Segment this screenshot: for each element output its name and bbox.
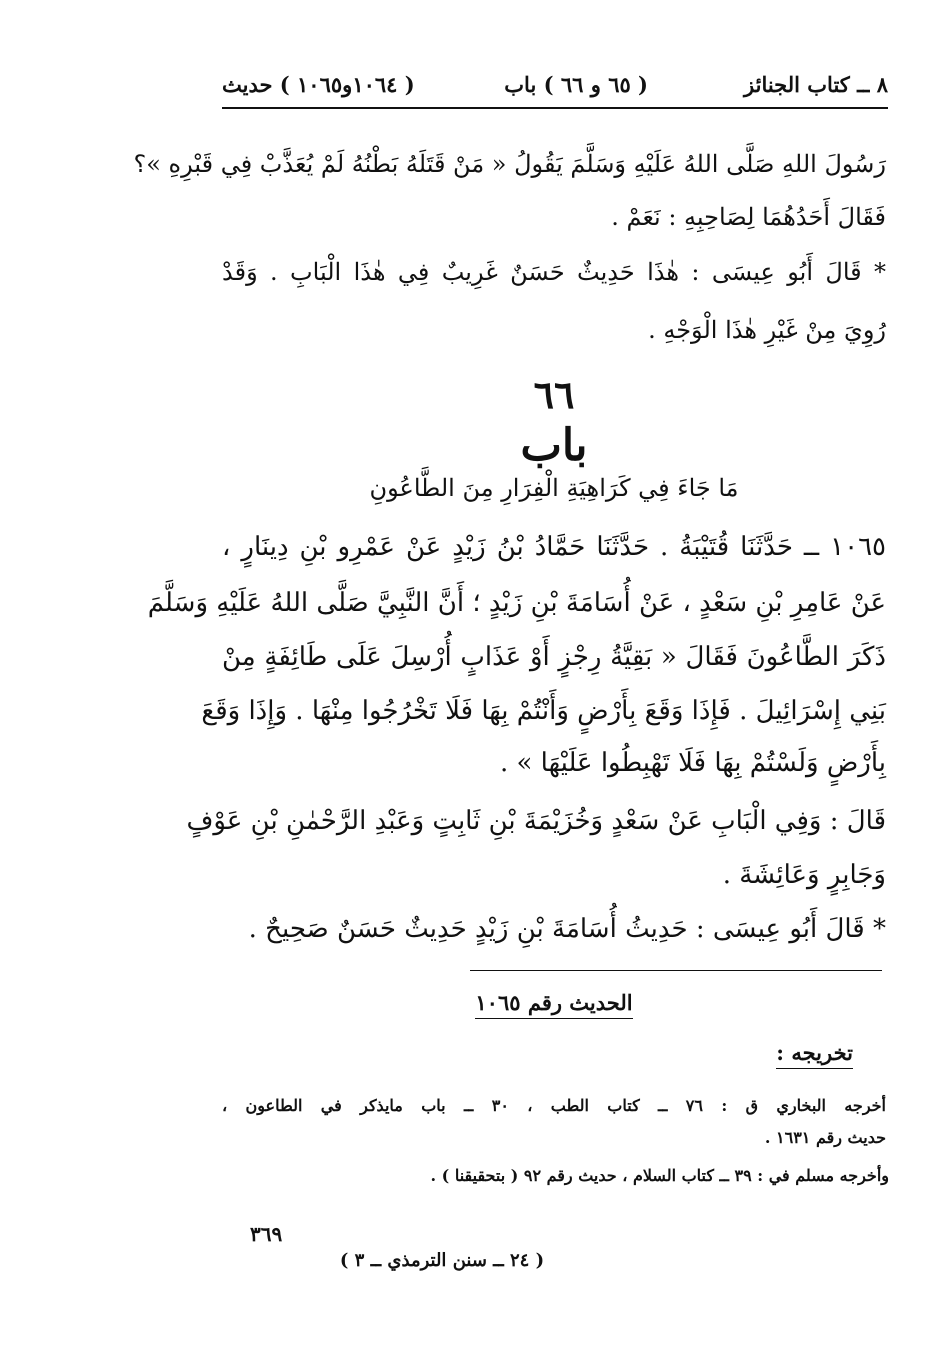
- hadith-line: بَنِي إِسْرَائِيلَ . فَإِذَا وَقَعَ بِأَرْضٍ وَأَنْتُمْ بِهَا فَلَا تَخْرُجُوا مِنْهَا . وَإِذَا وَقَعَ: [201, 696, 886, 726]
- footnote-divider: [470, 970, 882, 971]
- hadith-line: عَنْ عَامِرِ بْنِ سَعْدٍ ، عَنْ أُسَامَةَ بْنِ زَيْدٍ ؛ أَنَّ النَّبِيَّ صَلَّى اللهُ عَلَيْهِ وَسَلَّمَ: [147, 588, 886, 618]
- header-book-title: ٨ ــ كتاب الجنائز: [744, 72, 888, 97]
- header-chapter-ref: ( ٦٥ و ٦٦ ) باب: [504, 72, 648, 97]
- header-hadith-ref: ( ١٠٦٤و١٠٦٥ ) حديث: [222, 72, 415, 97]
- footnote-line: وأخرجه مسلم في : ٣٩ ــ كتاب السلام ، حديث رقم ٩٢ ( بتحقيقنا ) .: [430, 1166, 889, 1185]
- takhrij-label: تخريجه :: [776, 1040, 853, 1069]
- grading-line: * قَالَ أَبُو عِيسَى : حَدِيثُ أُسَامَةَ بْنِ زَيْدٍ حَدِيثٌ حَسَنٌ صَحِيحٌ .: [248, 914, 886, 944]
- text-line: رَسُولَ اللهِ صَلَّى اللهُ عَلَيْهِ وَسَلَّمَ يَقُولُ « مَنْ قَتَلَهُ بَطْنُهُ لَمْ يُعَذَّبْ فِي قَبْرِهِ »؟: [133, 150, 886, 178]
- hadith-line: ١٠٦٥ ــ حَدَّثَنَا قُتَيْبَةُ . حَدَّثَنَا حَمَّادُ بْنُ زَيْدٍ عَنْ عَمْرِو بْنِ دِينَارٍ ،: [222, 532, 886, 562]
- signature-footer: ( ٢٤ ــ سنن الترمذي ــ ٣ ): [339, 1250, 545, 1271]
- text-line: * قَالَ أَبُو عِيسَى : هٰذَا حَدِيثٌ حَسَنٌ غَرِيبٌ فِي هٰذَا الْبَابِ . وَقَدْ: [222, 258, 886, 286]
- bab-line: وَجَابِرٍ وَعَائِشَةَ .: [722, 860, 886, 890]
- hadith-line: ذَكَرَ الطَّاعُونَ فَقَالَ « بَقِيَّةُ رِجْزٍ أَوْ عَذَابٍ أُرْسِلَ عَلَى طَائِفَةٍ مِنْ: [222, 642, 886, 672]
- page-header: [222, 70, 888, 104]
- chapter-title: مَا جَاءَ فِي كَرَاهِيَةِ الْفِرَارِ مِنَ الطَّاعُونِ: [369, 474, 739, 502]
- hadith-number-text: الحديث رقم ١٠٦٥: [475, 990, 632, 1019]
- chapter-heading: باب: [520, 420, 588, 471]
- page-number: ٣٦٩: [250, 1222, 283, 1246]
- text-line: رُوِيَ مِنْ غَيْرِ هٰذَا الْوَجْهِ .: [648, 316, 886, 344]
- footnote-line: أخرجه البخاري ق : ٧٦ ــ كتاب الطب ، ٣٠ ــ باب مايذكر في الطاعون ،: [222, 1096, 886, 1115]
- bab-line: قَالَ : وَفِي الْبَابِ عَنْ سَعْدٍ وَخُزَيْمَةَ بْنِ ثَابِتٍ وَعَبْدِ الرَّحْمٰنِ بْنِ عَوْفٍ: [186, 806, 886, 836]
- footnote-line: حديث رقم ١٦٣١ .: [764, 1128, 886, 1147]
- chapter-number: ٦٦: [533, 372, 575, 417]
- text-line: فَقَالَ أَحَدُهُمَا لِصَاحِبِهِ : نَعَمْ .: [611, 203, 886, 231]
- hadith-number-label: [222, 990, 886, 1015]
- hadith-line: بِأَرْضٍ وَلَسْتُمْ بِهَا فَلَا تَهْبِطُوا عَلَيْهَا » .: [499, 748, 886, 778]
- header-rule: [222, 107, 888, 109]
